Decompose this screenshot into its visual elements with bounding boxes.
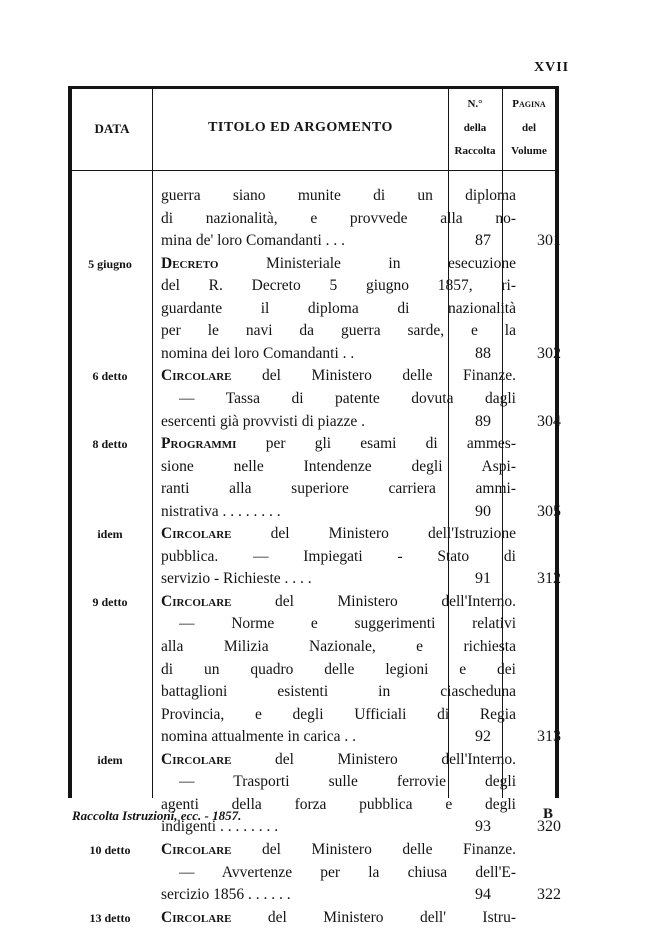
table-row (68, 342, 559, 365)
row-title (161, 906, 516, 929)
row-date: idem (97, 752, 123, 767)
table-row (68, 455, 559, 478)
row-title (161, 477, 516, 500)
row-title (161, 455, 516, 478)
header-bottom-rule (68, 170, 559, 171)
row-title (161, 184, 516, 207)
table-row (68, 883, 559, 906)
row-title-text: — Tassa di patente dovuta dagli (179, 389, 516, 407)
row-title (179, 770, 516, 793)
row-number: 92 (475, 728, 491, 746)
row-title-text: Ministeriale in esecuzione (265, 254, 516, 272)
table-row (68, 319, 559, 342)
row-title (161, 274, 516, 297)
row-number: 88 (475, 344, 491, 362)
row-title-text: del Ministero dell' Istru- (267, 908, 516, 926)
table-row (68, 590, 559, 613)
row-title (161, 207, 516, 230)
table-row (68, 703, 559, 726)
row-title-text: di un quadro delle legioni e dei (161, 660, 516, 678)
table-row (68, 252, 559, 275)
row-title (179, 861, 516, 884)
table-row (68, 861, 559, 884)
table-row (68, 545, 559, 568)
row-title-text: — Avvertenze per la chiusa dell'E- (179, 863, 516, 881)
row-title-text: sione nelle Intendenze degli Aspi- (161, 457, 516, 475)
table-row (68, 500, 559, 523)
table-row (68, 612, 559, 635)
table-row (68, 364, 559, 387)
row-number: 90 (475, 502, 491, 520)
footer-left: Raccolta Istruzioni, ecc. - 1857. (72, 808, 242, 823)
row-title (179, 612, 516, 635)
header-title: TITOLO ED ARGOMENTO (208, 120, 393, 135)
row-title-lead: Circolare (161, 367, 232, 385)
table-row (68, 658, 559, 681)
header-pag-1: Pagina (512, 98, 546, 110)
row-title-text: guardante il diploma di nazionalità (161, 299, 516, 317)
row-title-text: esercenti già provvisti di piazze . (161, 412, 366, 430)
row-page: 320 (537, 818, 561, 836)
page-number: XVII (534, 60, 570, 75)
row-date: 8 detto (92, 437, 128, 452)
table-row (68, 725, 559, 748)
row-title-lead: Programmi (161, 435, 237, 453)
row-title-text: — Trasporti sulle ferrovie degli (179, 773, 516, 791)
table-row (68, 748, 559, 771)
row-title (161, 319, 516, 342)
row-title-text: alla Milizia Nazionale, e richiesta (161, 638, 516, 655)
row-title-text: agenti della forza pubblica e degli (161, 795, 516, 813)
row-title-text: del Ministero delle Finanze. (262, 840, 516, 858)
table-row (68, 838, 559, 861)
row-date: 10 detto (89, 842, 131, 857)
table-row (68, 297, 559, 320)
row-title-lead: Circolare (161, 840, 232, 858)
row-date: 5 giugno (88, 256, 132, 271)
row-title-text: sercizio 1856 . . . . . . (161, 886, 291, 904)
row-title (161, 838, 516, 861)
table-row (68, 770, 559, 793)
table-row (68, 522, 559, 545)
row-title-text: del Ministero delle Finanze. (262, 367, 516, 385)
row-title-text: pubblica. — Impiegati - Stato di (161, 547, 516, 565)
row-title-text: per le navi da guerra sarde, e la (161, 322, 516, 340)
row-title (161, 635, 516, 658)
row-title-text: — Norme e suggerimenti relativi (179, 615, 516, 633)
table-row (68, 207, 559, 230)
row-title-text: battaglioni esistenti in ciascheduna (161, 683, 516, 701)
table-row (68, 229, 559, 252)
row-title-lead: Circolare (161, 592, 232, 610)
row-title (161, 545, 516, 568)
footer-signature: B (543, 806, 554, 822)
row-title (161, 680, 516, 703)
row-date: idem (97, 527, 123, 542)
row-title-lead: Decreto (161, 254, 219, 272)
table-row (68, 567, 559, 590)
row-title-lead: Circolare (161, 750, 232, 768)
row-title (179, 387, 516, 410)
row-title-text: indigenti . . . . . . . . (161, 818, 279, 836)
table-row (68, 432, 559, 455)
table-row (68, 410, 559, 433)
row-title (161, 432, 516, 455)
header-pag-3: Volume (511, 145, 547, 157)
row-title-text: del Ministero dell'Interno. (275, 592, 516, 610)
row-title (161, 748, 516, 771)
row-title-text: nomina dei loro Comandanti . . (161, 344, 355, 362)
header-data: DATA (94, 121, 130, 136)
row-page: 322 (537, 886, 561, 904)
row-title-text: Provincia, e degli Ufficiali di Regia (161, 705, 516, 723)
row-number: 93 (475, 818, 491, 836)
row-title-text: del Ministero dell'Interno. (275, 750, 516, 768)
table-row (68, 635, 559, 658)
row-title (161, 658, 516, 681)
row-title-lead: Circolare (161, 525, 232, 543)
row-title (161, 703, 516, 726)
row-title (161, 590, 516, 613)
row-title (161, 364, 516, 387)
row-title-text: guerra siano munite di un diploma (161, 187, 516, 204)
row-title-text: nomina attualmente in carica . . (161, 728, 356, 746)
row-page: 305 (537, 502, 561, 520)
row-title-text: di nazionalità, e provvede alla no- (161, 209, 516, 227)
row-date: 13 detto (89, 910, 131, 925)
table-row (68, 387, 559, 410)
row-title-lead: Circolare (161, 908, 232, 926)
row-title-text: nistrativa . . . . . . . . (161, 502, 281, 520)
row-number: 87 (475, 232, 491, 250)
row-page: 312 (537, 570, 561, 588)
row-date: 6 detto (92, 369, 128, 384)
row-title-text: del Ministero dell'Istruzione (270, 525, 516, 543)
row-title (161, 252, 516, 275)
row-number: 89 (475, 412, 491, 430)
row-title-text: servizio - Richieste . . . . (161, 570, 312, 588)
top-rule (68, 86, 559, 89)
row-number: 91 (475, 570, 491, 588)
row-title (161, 297, 516, 320)
header-num-3: Raccolta (454, 145, 496, 157)
row-title-text: mina de' loro Comandanti . . . (161, 232, 346, 250)
row-title (161, 522, 516, 545)
row-page: 313 (537, 728, 561, 746)
row-page: 304 (537, 412, 561, 430)
row-date: 9 detto (92, 594, 128, 609)
row-title-text: del R. Decreto 5 giugno 1857, ri- (161, 277, 516, 295)
header-num-1: N.° (467, 98, 483, 110)
header-num-2: della (463, 122, 487, 134)
table-row (68, 477, 559, 500)
table-row (68, 680, 559, 703)
row-page: 301 (537, 232, 561, 250)
header-pag-2: del (521, 122, 537, 134)
row-number: 94 (475, 886, 491, 904)
row-page: 302 (537, 344, 561, 362)
row-title-text: ranti alla superiore carriera ammi- (161, 480, 516, 498)
table-row (68, 274, 559, 297)
table-row (68, 184, 559, 207)
table-row (68, 906, 559, 929)
row-title-text: per gli esami di ammes- (265, 435, 516, 453)
